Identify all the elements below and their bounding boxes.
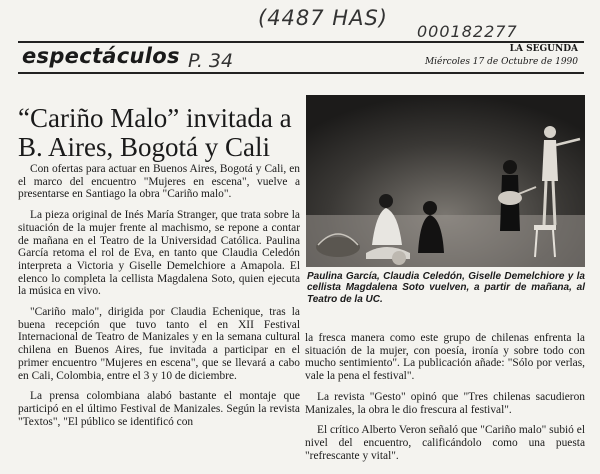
article-paragraph: El crítico Alberto Veron señaló que "Cariño malo" subió el nivel del encuentro, calificándolo como una puesta "refrescante y vital". bbox=[305, 424, 585, 462]
newspaper-name: LA SEGUNDA bbox=[509, 44, 578, 54]
article-headline: “Cariño Malo” invitada a B. Aires, Bogotá y Cali bbox=[18, 103, 292, 163]
handwritten-reference-note: (4487 HAS) bbox=[258, 6, 388, 30]
article-paragraph: "Cariño malo", dirigida por Claudia Echenique, tras la buena recepción que tuvo tanto el en XII Festival Internacional de Teatro de Manizales y en la semana cultural chilena en Buenos Aires, fue invitada a participar en el primer encuentro "Mujeres en escena", que se llevará a cabo en Cali, Colombia, entre el 3 y 10 de diciembre. bbox=[18, 306, 300, 382]
article-column-left bbox=[18, 163, 300, 436]
handwritten-page-number: P. 34 bbox=[188, 50, 234, 72]
stage-photo bbox=[306, 95, 585, 267]
header-bottom-rule bbox=[18, 72, 584, 74]
publication-date: Miércoles 17 de Octubre de 1990 bbox=[424, 57, 578, 67]
stage-photo-illustration bbox=[306, 95, 585, 267]
handwritten-archive-code: 000182277 bbox=[417, 22, 518, 41]
article-paragraph: La prensa colombiana alabó bastante el montaje que participó en el último Festival de Manizales. Según la revista "Textos", "El público se identificó con bbox=[18, 390, 300, 428]
article-paragraph: La revista "Gesto" opinó que "Tres chilenas sacudieron Manizales, la obra le dio frescura al festival". bbox=[305, 390, 585, 416]
header-top-rule bbox=[18, 41, 584, 43]
article-paragraph: la fresca manera como este grupo de chilenas enfrenta la situación de la mujer, con poesía, ironía y sobre todo con mucho sentimiento". La publicación añade: "Sólo por verlas, vale la pena el festival". bbox=[305, 332, 585, 383]
section-title: espectáculos bbox=[22, 44, 180, 68]
article-column-right bbox=[305, 332, 585, 470]
article-paragraph: La pieza original de Inés María Stranger, que trata sobre la situación de la mujer frente al machismo, se repone a contar de mañana en el Teatro de la Universidad Católica. Paulina García retoma el rol de Eva, en tanto que Claudia Celedón interpreta a Victoria y Giselle Demelchiore a Amapola. El elenco lo completa la cellista Magdalena Soto, quien ejecuta la música en vivo. bbox=[18, 209, 300, 298]
article-paragraph: Con ofertas para actuar en Buenos Aires, Bogotá y Cali, en el marco del encuentro "Mujeres en escena", vuelve a presentarse en Santiago la obra "Cariño malo". bbox=[18, 163, 300, 201]
photo-caption: Paulina García, Claudia Celedón, Giselle Demelchiore y la cellista Magdalena Soto vuelven, a partir de mañana, al Teatro de la UC. bbox=[307, 271, 585, 305]
